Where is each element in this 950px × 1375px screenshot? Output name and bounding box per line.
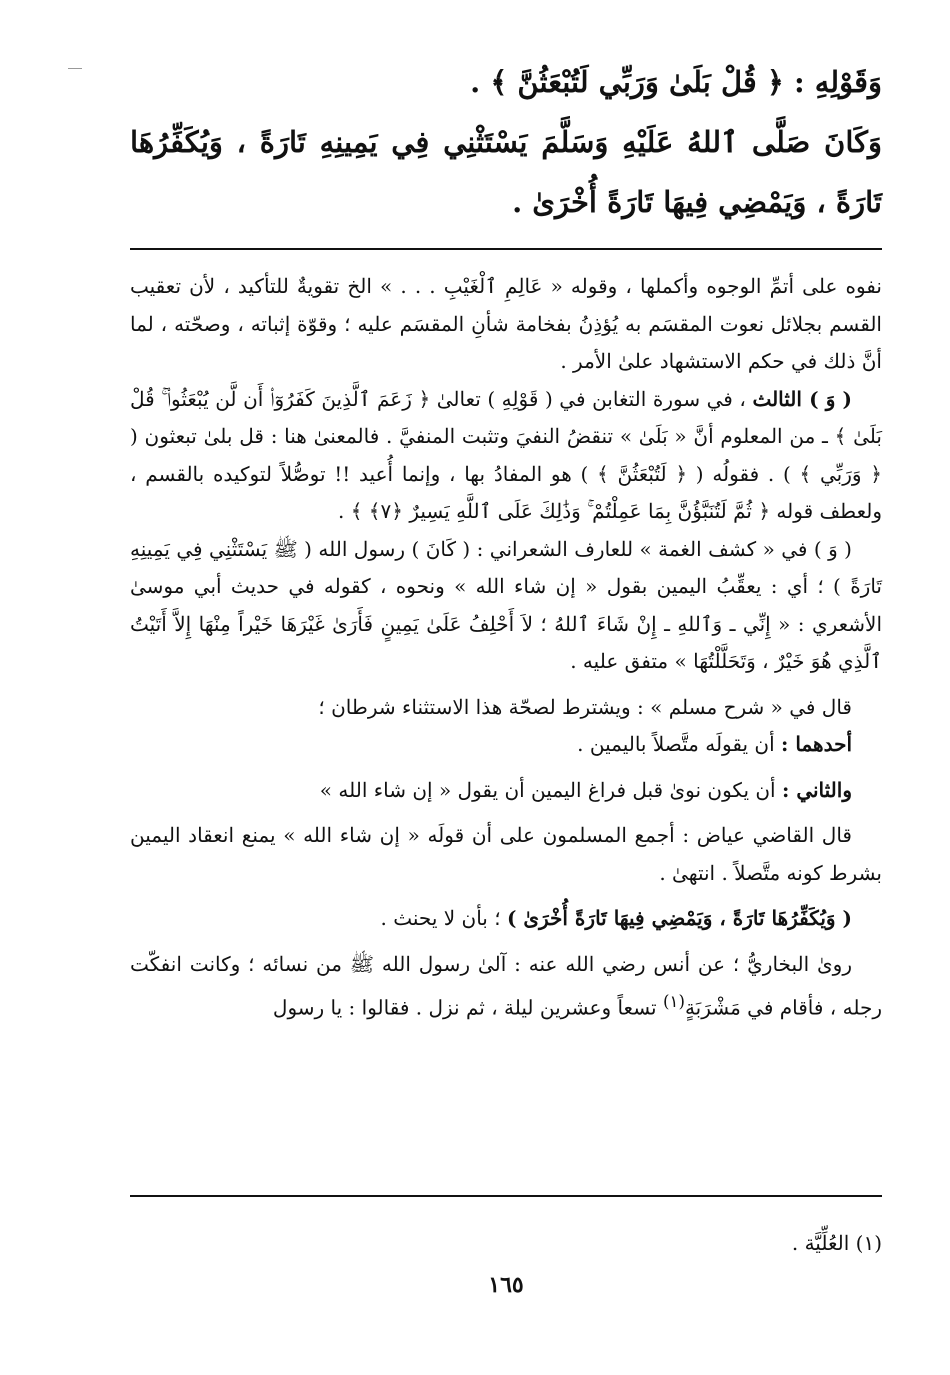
commentary-paragraph-9 [130,946,882,1028]
commentary-paragraph-3: ( وَ ) في « كشف الغمة » للعارف الشعراني : ( كَانَ ) رسول الله ( ﷺ يَسْتَثْنِي فِي يَمِينِهِ تَارَةً ) ؛ أي : يعقِّبُ اليمين بقول « إن شاء الله » ونحوه ، كقوله في حديث أبي موسىٰ الأشعري : « إِنِّي ـ وَٱللهِ ـ إِنْ شَاءَ ٱللهُ ؛ لاَ أَحْلِفُ عَلَىٰ يَمِينٍ فَأَرَىٰ غَيْرَهَا خَيْراً مِنْهَا إِلاَّ أَتَيْتُ ٱلَّذِي هُوَ خَيْرٌ ، وَتَحَلَّلْتُهَا » متفق عليه . [130,536,882,673]
commentary-paragraph-1: نفوه على أتمِّ الوجوه وأكملها ، وقوله « عَالِمِ ٱلْغَيْبِ . . . » الخ تقويةٌ للتأكيد ، لأن تعقيب القسم بجلائل نعوت المقسَم به يُؤذِنُ بفخامة شأنِ المقسَم عليه ؛ وقوّة إثباته ، وصحّته ، لما أنَّ ذلك في حكم الاستشهاد علىٰ الأمر . [130,274,882,373]
book-page [130,0,882,1375]
main-text-paragraph-2: وَكَانَ صَلَّى ٱللهُ عَلَيْهِ وَسَلَّمَ يَسْتَثْنِي فِي يَمِينِهِ تَارَةً ، وَيُكَفِّرُهَا تَارَةً ، وَيَمْضِي فِيهَا تَارَةً أُخْرَىٰ . [130,125,882,219]
commentary-paragraph-6-body: أن يكون نوىٰ قبل فراغ اليمين أن يقول « إن شاء الله » [319,777,776,802]
commentary-paragraph-5-body: أن يقولَه متَّصلاً باليمين . [577,732,775,756]
footnote [130,1228,882,1258]
main-text [130,52,882,232]
commentary-paragraph-9-body: روىٰ البخاريُّ ؛ عن أنس رضي الله عنه : آلىٰ رسول الله ﷺ من نسائه ؛ وكانت انفكّت رجله ، فأقام في مَشْرَبَةٍ [130,951,882,1020]
commentary-paragraph-7: قال القاضي عياض : أجمع المسلمون على أن قولَه « إن شاء الله » يمنع انعقاد اليمين بشرط كونه متَّصلاً . انتهىٰ . [130,823,882,885]
footnote-text: العُلِّيَّة . [791,1231,850,1255]
commentary-paragraph-8-body: ؛ بأن لا يحنث . [380,906,501,930]
footnote-number: (١) [855,1231,882,1255]
commentary-paragraph-2-lead: ( وَ ) الثالث [752,386,853,411]
footnote-rule [130,1195,882,1197]
commentary-paragraph-8 [130,900,882,938]
commentary-paragraph-5-lead: أحدهما : [781,732,852,756]
margin-mark [68,68,82,69]
commentary-paragraph-6-lead: والثاني : [781,777,852,802]
commentary-paragraph-5 [130,726,882,764]
commentary-paragraph-4: قال في « شرح مسلم » : ويشترط لصحّة هذا الاستثناء شرطان ؛ [318,694,852,719]
commentary-paragraph-9-tail: تسعاً وعشرين ليلة ، ثم نزل . فقالوا : يا رسول [272,995,657,1020]
footnote-reference: (١) [662,992,685,1011]
main-text-line-1: وَقَوْلِهِ : ﴿ قُلْ بَلَىٰ وَرَبِّي لَتُبْعَثُنَّ ﴾ . [470,65,882,99]
page-number: ١٦٥ [488,1272,524,1298]
commentary-paragraph-2-body: ، في سورة التغابن في ( قَوْلِهِ ) تعالىٰ ﴿ زَعَمَ ٱلَّذِينَ كَفَرُوٓا۟ أَن لَّن يُبْعَثُوا۟ ۚ قُلْ بَلَىٰ ﴾ ـ من المعلوم أنَّ « بَلَىٰ » تنقضُ النفيَ وتثبت المنفيَّ . فالمعنىٰ هنا : قل بلىٰ تبعثون ( ﴿ وَرَبِّي ﴾ ) . فقولُه ( ﴿ لَتُبْعَثُنَّ ﴾ ) هو المفادُ بها ، وإنما أُعيد !! توصُّلاً لتوكيده بالقسم ، ولعطف قوله ﴿ ثُمَّ لَتُنَبَّؤُنَّ بِمَا عَمِلْتُمْ ۚ وَذَٰلِكَ عَلَى ٱللَّهِ يَسِيرٌ ﴿٧﴾ ﴾ . [130,386,882,523]
commentary-paragraph-8-lead: ( وَيُكَفِّرُهَا تَارَةً ، وَيَمْضِي فِيهَا تَارَةً أُخْرَىٰ ) [506,906,852,930]
commentary-paragraph-2 [130,381,882,531]
separator-rule [130,248,882,250]
commentary-paragraph-6 [130,772,882,810]
commentary-text [130,268,882,1027]
